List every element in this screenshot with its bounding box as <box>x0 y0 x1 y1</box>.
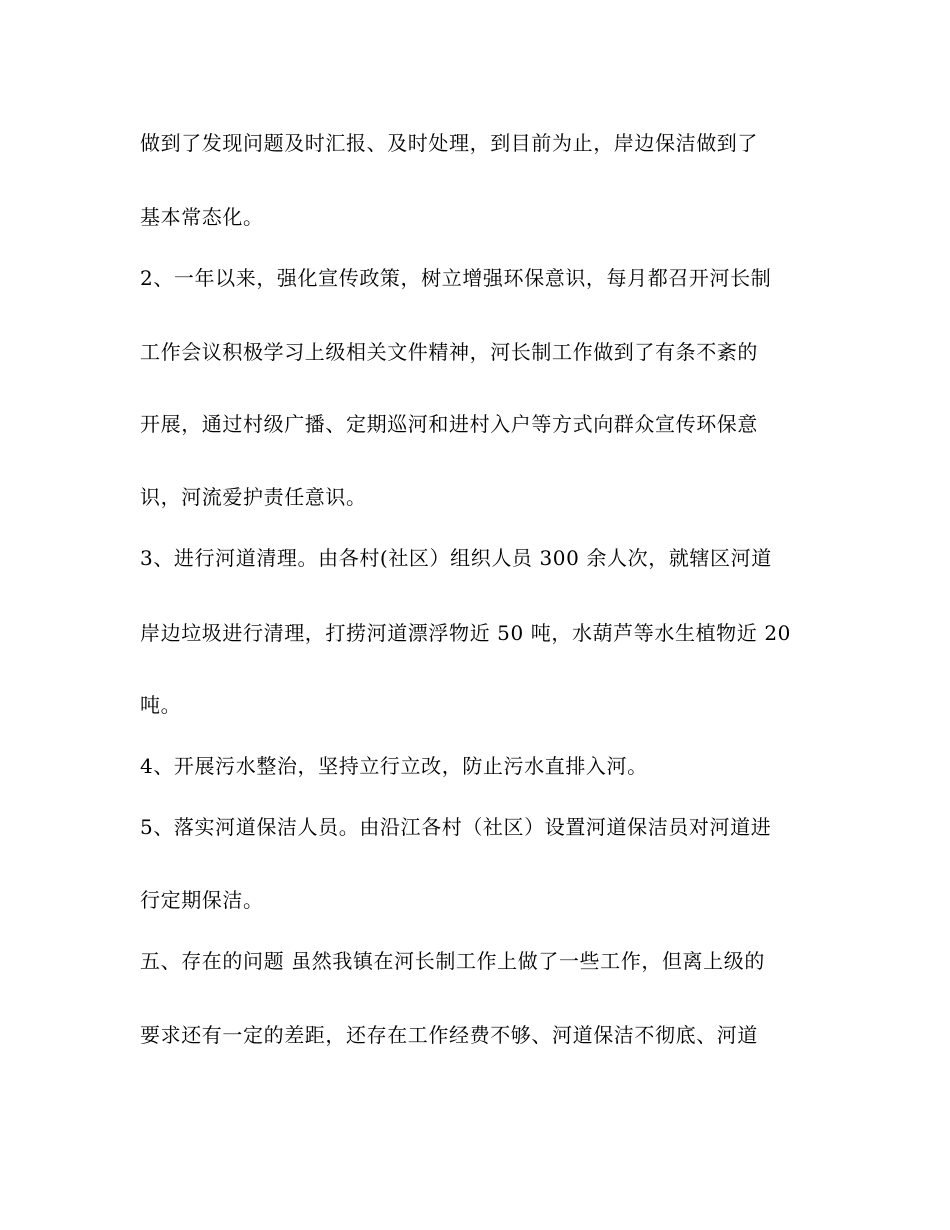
text-line: 开展，通过村级广播、定期巡河和进村入户等方式向群众宣传环保意 <box>140 412 758 436</box>
text-line: 岸边垃圾进行清理，打捞河道漂浮物近 50 吨，水葫芦等水生植物近 20 <box>140 621 791 645</box>
text-line: 五、存在的问题 虽然我镇在河长制工作上做了一些工作，但离上级的 <box>140 949 765 973</box>
text-line: 2、一年以来，强化宣传政策，树立增强环保意识，每月都召开河长制 <box>140 266 772 290</box>
text-line: 5、落实河道保洁人员。由沿江各村（社区）设置河道保洁员对河道进 <box>140 815 772 839</box>
text-line: 做到了发现问题及时汇报、及时处理，到目前为止，岸边保洁做到了 <box>140 131 758 155</box>
text-line: 行定期保洁。 <box>140 888 264 912</box>
text-line: 4、开展污水整治，坚持立行立改，防止污水直排入河。 <box>140 754 648 778</box>
text-line: 识，河流爱护责任意识。 <box>140 485 367 509</box>
text-line: 基本常态化。 <box>140 205 264 229</box>
text-line: 要求还有一定的差距，还存在工作经费不够、河道保洁不彻底、河道 <box>140 1023 758 1047</box>
text-line: 3、进行河道清理。由各村(社区）组织人员 300 余人次，就辖区河道 <box>140 546 772 570</box>
text-line: 工作会议积极学习上级相关文件精神，河长制工作做到了有条不紊的 <box>140 340 758 364</box>
text-line: 吨。 <box>140 693 182 717</box>
